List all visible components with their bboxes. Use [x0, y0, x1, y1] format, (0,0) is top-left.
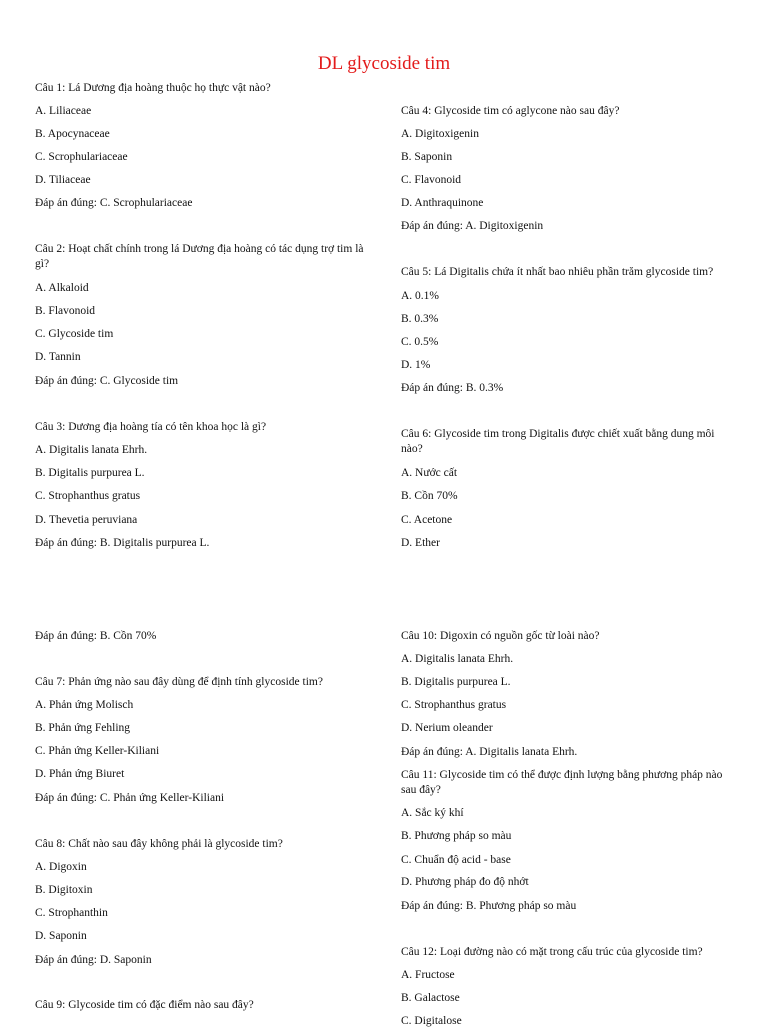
q6-option-d: D. Ether — [401, 537, 440, 549]
q8-option-a: A. Digoxin — [35, 861, 87, 873]
q11-option-c: C. Chuẩn độ acid - base — [401, 854, 511, 866]
q1-answer: Đáp án đúng: C. Scrophulariaceae — [35, 197, 193, 209]
q6-option-b: B. Cồn 70% — [401, 490, 458, 502]
question-10: Câu 10: Digoxin có nguồn gốc từ loài nào? — [401, 630, 600, 642]
q2-option-d: D. Tannin — [35, 351, 81, 363]
q2-answer: Đáp án đúng: C. Glycoside tim — [35, 375, 179, 387]
q8-answer: Đáp án đúng: D. Saponin — [35, 954, 152, 966]
q1-option-b: B. Apocynaceae — [35, 128, 110, 140]
q12-option-b: B. Galactose — [401, 992, 460, 1004]
q11-option-d: D. Phương pháp đo độ nhớt — [401, 876, 529, 888]
q3-option-d: D. Thevetia peruviana — [35, 514, 138, 526]
q6-option-c: C. Acetone — [401, 514, 453, 526]
q6-answer: Đáp án đúng: B. Cồn 70% — [35, 630, 157, 642]
q4-option-c: C. Flavonoid — [401, 174, 462, 186]
question-12: Câu 12: Loại đường nào có mặt trong cấu trúc của glycoside tim? — [401, 946, 703, 958]
q11-option-a: A. Sắc ký khí — [401, 807, 464, 819]
q12-option-a: A. Fructose — [401, 969, 455, 981]
question-9: Câu 9: Glycoside tim có đặc điểm nào sau đây? — [35, 999, 254, 1011]
q10-option-a: A. Digitalis lanata Ehrh. — [401, 653, 514, 665]
q5-answer: Đáp án đúng: B. 0.3% — [401, 382, 504, 394]
q10-option-b: B. Digitalis purpurea L. — [401, 676, 511, 688]
q10-answer: Đáp án đúng: A. Digitalis lanata Ehrh. — [401, 746, 578, 758]
page-title: DL glycoside tim — [317, 53, 451, 74]
q11-answer: Đáp án đúng: B. Phương pháp so màu — [401, 900, 577, 912]
q5-option-a: A. 0.1% — [401, 290, 440, 302]
q7-answer: Đáp án đúng: C. Phản ứng Keller-Kiliani — [35, 792, 225, 804]
q8-option-c: C. Strophanthin — [35, 907, 108, 919]
q5-option-c: C. 0.5% — [401, 336, 439, 348]
q4-option-b: B. Saponin — [401, 151, 453, 163]
q2-option-b: B. Flavonoid — [35, 305, 96, 317]
q2-option-a: A. Alkaloid — [35, 282, 89, 294]
question-11: Câu 11: Glycoside tim có thể được định lượng bằng phương pháp nào sau đây? — [401, 769, 723, 796]
q7-option-c: C. Phản ứng Keller-Kiliani — [35, 745, 160, 757]
q4-option-d: D. Anthraquinone — [401, 197, 484, 209]
q4-option-a: A. Digitoxigenin — [401, 128, 479, 140]
q2-option-c: C. Glycoside tim — [35, 328, 114, 340]
q7-option-a: A. Phản ứng Molisch — [35, 699, 134, 711]
q8-option-d: D. Saponin — [35, 930, 87, 942]
question-4: Câu 4: Glycoside tim có aglycone nào sau đây? — [401, 105, 620, 117]
question-3: Câu 3: Dương địa hoàng tía có tên khoa học là gì? — [35, 421, 267, 433]
question-8: Câu 8: Chất nào sau đây không phải là glycoside tim? — [35, 838, 283, 850]
q5-option-b: B. 0.3% — [401, 313, 439, 325]
q3-option-c: C. Strophanthus gratus — [35, 490, 141, 502]
q10-option-c: C. Strophanthus gratus — [401, 699, 507, 711]
q10-option-d: D. Nerium oleander — [401, 722, 493, 734]
question-1: Câu 1: Lá Dương địa hoàng thuộc họ thực vật nào? — [35, 82, 271, 94]
q4-answer: Đáp án đúng: A. Digitoxigenin — [401, 220, 544, 232]
question-2: Câu 2: Hoạt chất chính trong lá Dương địa hoàng có tác dụng trợ tim là gì? — [35, 243, 364, 270]
q11-option-b: B. Phương pháp so màu — [401, 830, 512, 842]
q6-option-a: A. Nước cất — [401, 467, 458, 479]
q1-option-a: A. Liliaceae — [35, 105, 92, 117]
q3-answer: Đáp án đúng: B. Digitalis purpurea L. — [35, 537, 210, 549]
question-5: Câu 5: Lá Digitalis chứa ít nhất bao nhiêu phần trăm glycoside tim? — [401, 266, 714, 278]
q1-option-c: C. Scrophulariaceae — [35, 151, 128, 163]
q8-option-b: B. Digitoxin — [35, 884, 93, 896]
q5-option-d: D. 1% — [401, 359, 431, 371]
question-6: Câu 6: Glycoside tim trong Digitalis được chiết xuất bằng dung môi nào? — [401, 428, 715, 455]
q12-option-c: C. Digitalose — [401, 1015, 462, 1027]
question-7: Câu 7: Phản ứng nào sau đây dùng để định tính glycoside tim? — [35, 676, 323, 688]
q3-option-a: A. Digitalis lanata Ehrh. — [35, 444, 148, 456]
q7-option-d: D. Phản ứng Biuret — [35, 768, 125, 780]
q1-option-d: D. Tiliaceae — [35, 174, 91, 186]
q7-option-b: B. Phản ứng Fehling — [35, 722, 131, 734]
q3-option-b: B. Digitalis purpurea L. — [35, 467, 145, 479]
